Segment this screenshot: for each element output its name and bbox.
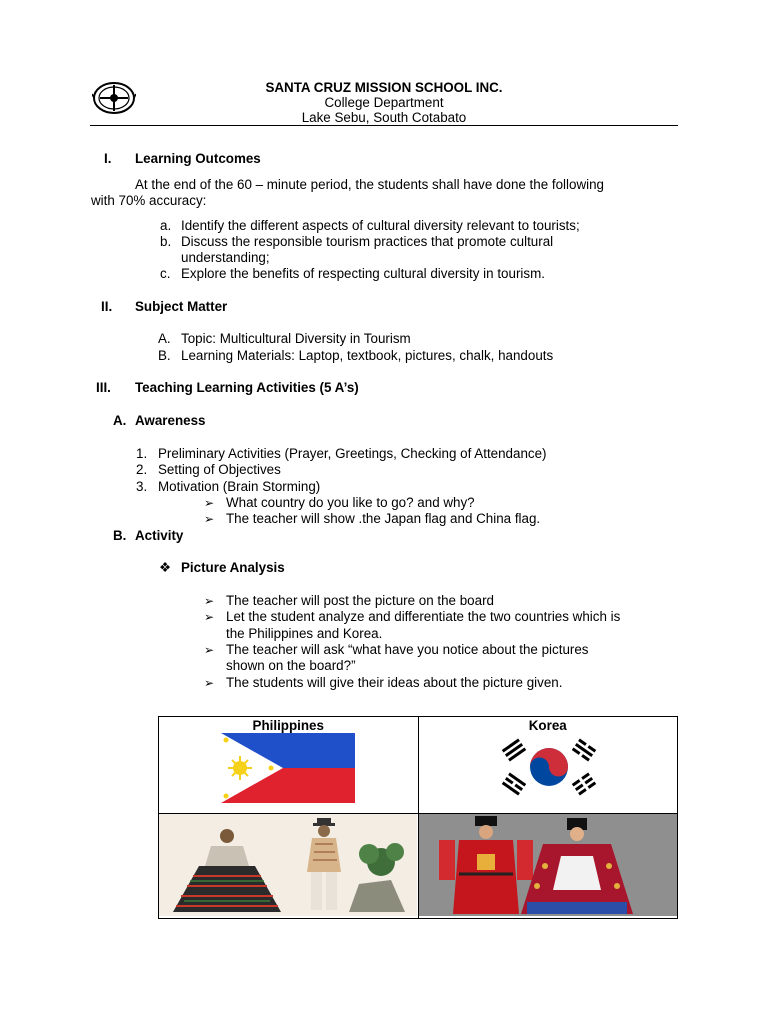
activity-bullet: The teacher will post the picture on the board — [226, 593, 494, 608]
activity-bullet: The students will give their ideas about the picture given. — [226, 675, 563, 690]
filipino-costume-illustration-icon — [159, 814, 417, 916]
outcome-marker: a. — [160, 218, 172, 233]
section-1-intro: At the end of the 60 – minute period, the students shall have done the following — [135, 177, 604, 192]
activity-title: Activity — [135, 528, 184, 543]
outcome-item: Identify the different aspects of cultural diversity relevant to tourists; — [181, 218, 580, 233]
korea-flag-cell — [418, 717, 678, 814]
subject-item: Topic: Multicultural Diversity in Tourism — [181, 331, 411, 346]
section-2-numeral: II. — [101, 299, 113, 314]
section-1-intro-cont: with 70% accuracy: — [91, 193, 207, 208]
subject-marker: A. — [158, 331, 171, 346]
korean-costume-illustration-icon — [419, 814, 677, 916]
section-2-title: Subject Matter — [135, 299, 228, 314]
header-divider — [90, 125, 678, 126]
awareness-item: Setting of Objectives — [158, 462, 281, 477]
philippines-header: Philippines — [252, 718, 324, 733]
korea-costume-picture — [418, 814, 678, 919]
section-3-numeral: III. — [96, 380, 111, 395]
activity-bullet-cont: the Philippines and Korea. — [226, 626, 383, 641]
activity-bullet: The teacher will ask “what have you notice about the pictures — [226, 642, 589, 657]
activity-bullet-cont: shown on the board?” — [226, 658, 356, 673]
philippines-flag-icon — [221, 733, 355, 803]
awareness-item: Preliminary Activities (Prayer, Greetings, Checking of Attendance) — [158, 446, 547, 461]
section-1-title: Learning Outcomes — [135, 151, 261, 166]
korea-flag-icon — [497, 737, 601, 797]
arrow-bullet-icon: ➢ — [204, 496, 215, 510]
department-name: College Department — [324, 95, 444, 110]
awareness-marker: 1. — [136, 446, 148, 461]
outcome-marker: c. — [160, 266, 171, 281]
subject-item: Learning Materials: Laptop, textbook, pictures, chalk, handouts — [181, 348, 554, 363]
awareness-marker: 3. — [136, 479, 148, 494]
activity-bullet: Let the student analyze and differentiate the two countries which is — [226, 609, 621, 624]
awareness-marker: A. — [113, 413, 127, 428]
arrow-bullet-icon: ➢ — [204, 643, 215, 657]
picture-analysis-title: Picture Analysis — [181, 560, 285, 575]
motivation-bullet: The teacher will show .the Japan flag and China flag. — [226, 511, 541, 526]
arrow-bullet-icon: ➢ — [204, 512, 215, 526]
korea-header: Korea — [528, 718, 567, 733]
awareness-title: Awareness — [135, 413, 206, 428]
outcome-item: Explore the benefits of respecting cultural diversity in tourism. — [181, 266, 545, 281]
school-name: SANTA CRUZ MISSION SCHOOL INC. — [265, 80, 503, 95]
motivation-bullet: What country do you like to go? and why? — [226, 495, 475, 510]
outcome-item-cont: understanding; — [181, 250, 270, 265]
subject-marker: B. — [158, 348, 171, 363]
arrow-bullet-icon: ➢ — [204, 610, 215, 624]
awareness-item: Motivation (Brain Storming) — [158, 479, 321, 494]
awareness-marker: 2. — [136, 462, 148, 477]
section-1-numeral: I. — [104, 151, 112, 166]
school-location: Lake Sebu, South Cotabato — [301, 110, 467, 125]
arrow-bullet-icon: ➢ — [204, 676, 215, 690]
comparison-table — [158, 716, 678, 919]
outcome-marker: b. — [160, 234, 172, 249]
philippines-flag-cell — [159, 717, 419, 814]
activity-marker: B. — [113, 528, 127, 543]
arrow-bullet-icon: ➢ — [204, 594, 215, 608]
diamond-bullet-icon: ❖ — [159, 560, 172, 575]
section-3-title: Teaching Learning Activities (5 A’s) — [135, 380, 359, 395]
philippines-costume-picture — [159, 814, 419, 919]
outcome-item: Discuss the responsible tourism practices that promote cultural — [181, 234, 554, 249]
